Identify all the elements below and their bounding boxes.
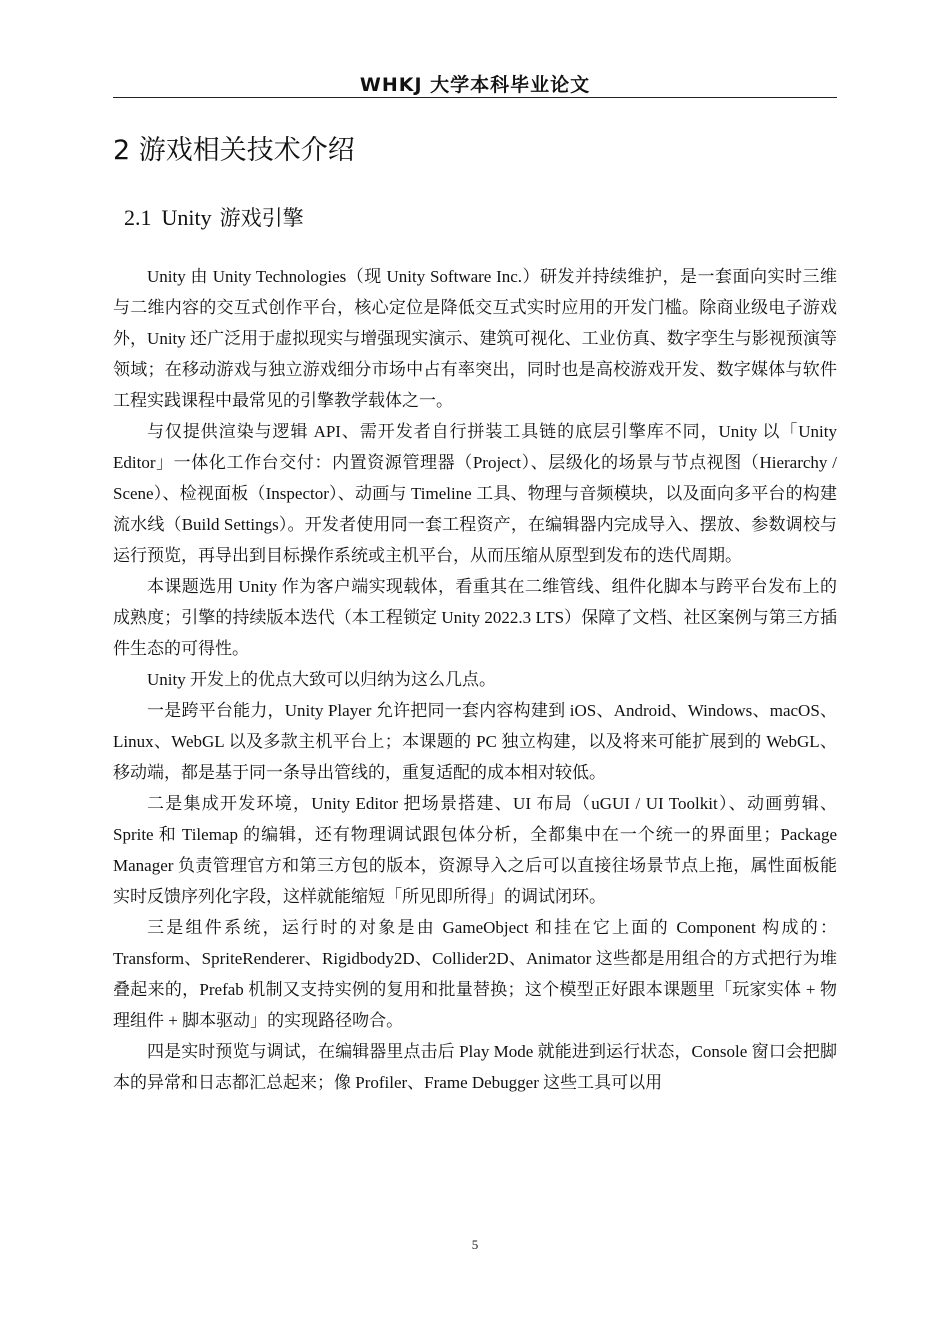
section-number: 2.1: [124, 205, 152, 230]
body-text: [113, 261, 837, 1098]
running-header: WHKJ 大学本科毕业论文: [359, 74, 591, 96]
paragraph-editor: 与仅提供渲染与逻辑 API、需开发者自行拼装工具链的底层引擎库不同，Unity 以「Unity Editor」一体化工作台交付：内置资源管理器（Project）、层级化的场景与节点视图（Hierarchy / Scene）、检视面板（Inspector）、动画与 Timeline 工具、物理与音频模块，以及面向多平台的构建流水线（Build Settings）。开发者使用同一套工程资产，在编辑器内完成导入、摆放、参数调校与运行预览，再导出到目标操作系统或主机平台，从而压缩从原型到发布的迭代周期。: [113, 422, 837, 565]
paragraph-choice: 本课题选用 Unity 作为客户端实现载体，看重其在二维管线、组件化脚本与跨平台发布上的成熟度；引擎的持续版本迭代（本工程锁定 Unity 2022.3 LTS）保障了文档、社区案例与第三方插件生态的可得性。: [113, 577, 837, 658]
paragraph-cross-platform: 一是跨平台能力，Unity Player 允许把同一套内容构建到 iOS、Android、Windows、macOS、Linux、WebGL 以及多款主机平台上；本课题的 PC 独立构建，以及将来可能扩展到的 WebGL、移动端，都是基于同一条导出管线的，重复适配的成本相对较低。: [113, 701, 837, 782]
section-title: [124, 202, 304, 232]
paragraph-preview-debug: 四是实时预览与调试，在编辑器里点击后 Play Mode 就能进到运行状态，Console 窗口会把脚本的异常和日志都汇总起来；像 Profiler、Frame Debugger 这些工具可以用: [113, 1042, 837, 1092]
page-number: 5: [471, 1237, 479, 1252]
paragraph-advantages-lead: Unity 开发上的优点大致可以归纳为这么几点。: [147, 670, 496, 689]
paragraph-component-system: 三是组件系统，运行时的对象是由 GameObject 和挂在它上面的 Component 构成的：Transform、SpriteRenderer、Rigidbody2D、Collider2D、Animator 这些都是用组合的方式把行为堆叠起来的，Prefab 机制又支持实例的复用和批量替换；这个模型正好跟本课题里「玩家实体 + 物理组件 + 脚本驱动」的实现路径吻合。: [113, 918, 837, 1030]
paragraph-ide: 二是集成开发环境，Unity Editor 把场景搭建、UI 布局（uGUI / UI Toolkit）、动画剪辑、Sprite 和 Tilemap 的编辑，还有物理调试跟包体分析，全都集中在一个统一的界面里；Package Manager 负责管理官方和第三方包的版本，资源导入之后可以直接往场景节点上拖，属性面板能实时反馈序列化字段，这样就能缩短「所见即所得」的调试闭环。: [113, 794, 837, 906]
chapter-title: 2 游戏相关技术介绍: [113, 135, 355, 166]
header-divider: [113, 97, 837, 98]
section-title-en: Unity: [161, 205, 212, 230]
paragraph-intro: Unity 由 Unity Technologies（现 Unity Software Inc.）研发并持续维护，是一套面向实时三维与二维内容的交互式创作平台，核心定位是降低交互式实时应用的开发门槛。除商业级电子游戏外，Unity 还广泛用于虚拟现实与增强现实演示、建筑可视化、工业仿真、数字孪生与影视预演等领域；在移动游戏与独立游戏细分市场中占有率突出，同时也是高校游戏开发、数字媒体与软件工程实践课程中最常见的引擎教学载体之一。: [113, 267, 837, 410]
section-title-zh: 游戏引擎: [219, 206, 304, 230]
